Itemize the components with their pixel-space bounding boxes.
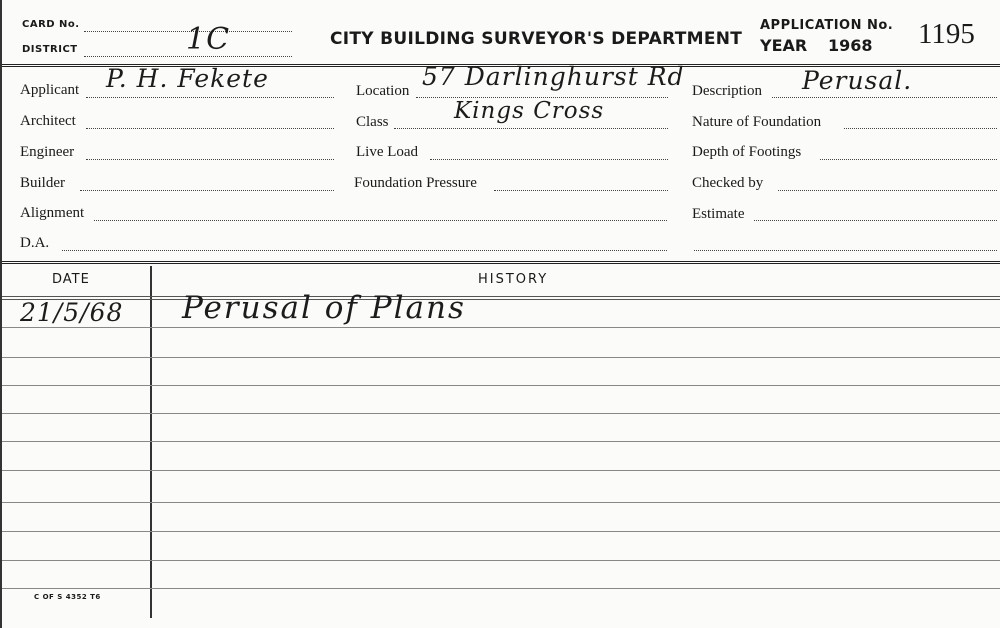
history-rule bbox=[2, 357, 1000, 358]
history-rule bbox=[2, 502, 1000, 503]
year-value: 1968 bbox=[828, 36, 873, 55]
checked-by-label: Checked by bbox=[692, 175, 764, 191]
history-header-rule bbox=[2, 296, 1000, 297]
alignment-label: Alignment bbox=[20, 205, 85, 221]
live-load-line bbox=[430, 159, 668, 160]
alignment-line bbox=[94, 220, 667, 221]
applicant-label: Applicant bbox=[20, 82, 80, 98]
location-value: 57 Darlinghurst Rd bbox=[422, 62, 685, 91]
history-entry-date: 21/5/68 bbox=[20, 298, 124, 327]
location-label: Location bbox=[356, 83, 410, 99]
depth-of-footings-line bbox=[820, 159, 997, 160]
application-no-label: APPLICATION No. bbox=[760, 18, 894, 33]
history-rule bbox=[2, 531, 1000, 532]
nature-of-foundation-label: Nature of Foundation bbox=[692, 114, 822, 130]
description-line bbox=[772, 97, 997, 98]
applicant-line bbox=[86, 97, 334, 98]
estimate-line bbox=[754, 220, 997, 221]
history-rule bbox=[2, 327, 1000, 328]
history-header-rule-2 bbox=[2, 299, 1000, 300]
description-label: Description bbox=[692, 83, 762, 99]
live-load-label: Live Load bbox=[356, 144, 419, 160]
class-value: Kings Cross bbox=[454, 98, 605, 124]
foundation-pressure-label: Foundation Pressure bbox=[354, 175, 477, 191]
history-rule bbox=[2, 441, 1000, 442]
builder-label: Builder bbox=[20, 175, 65, 191]
department-title: CITY BUILDING SURVEYOR'S DEPARTMENT bbox=[330, 29, 743, 49]
history-rule bbox=[2, 470, 1000, 471]
history-divider bbox=[2, 261, 1000, 264]
da-line bbox=[62, 250, 667, 251]
district-value: 1C bbox=[186, 22, 231, 57]
engineer-label: Engineer bbox=[20, 144, 75, 160]
estimate-label: Estimate bbox=[692, 206, 745, 222]
history-header: HISTORY bbox=[478, 272, 549, 287]
architect-label: Architect bbox=[20, 113, 76, 129]
description-value: Perusal. bbox=[802, 66, 913, 95]
class-line bbox=[394, 128, 668, 129]
district-label: DISTRICT bbox=[22, 44, 78, 55]
class-label: Class bbox=[356, 114, 389, 130]
application-no-value: 1195 bbox=[918, 18, 975, 50]
year-label: YEAR bbox=[760, 36, 808, 55]
checked-by-line bbox=[778, 190, 997, 191]
right-extra-line bbox=[694, 250, 997, 251]
history-rule bbox=[2, 588, 1000, 589]
date-header: DATE bbox=[52, 272, 90, 287]
history-rule bbox=[2, 560, 1000, 561]
architect-line bbox=[86, 128, 334, 129]
nature-of-foundation-line bbox=[844, 128, 997, 129]
date-column-divider bbox=[150, 266, 152, 618]
history-rule bbox=[2, 385, 1000, 386]
card-no-label: CARD No. bbox=[22, 19, 80, 30]
foundation-pressure-line bbox=[494, 190, 668, 191]
form-code: C OF S 4352 T6 bbox=[34, 593, 101, 601]
applicant-value: P. H. Fekete bbox=[106, 64, 269, 93]
depth-of-footings-label: Depth of Footings bbox=[692, 144, 802, 160]
da-label: D.A. bbox=[20, 235, 50, 251]
builder-line bbox=[80, 190, 334, 191]
engineer-line bbox=[86, 159, 334, 160]
history-entry-text: Perusal of Plans bbox=[182, 290, 466, 326]
history-rule bbox=[2, 413, 1000, 414]
